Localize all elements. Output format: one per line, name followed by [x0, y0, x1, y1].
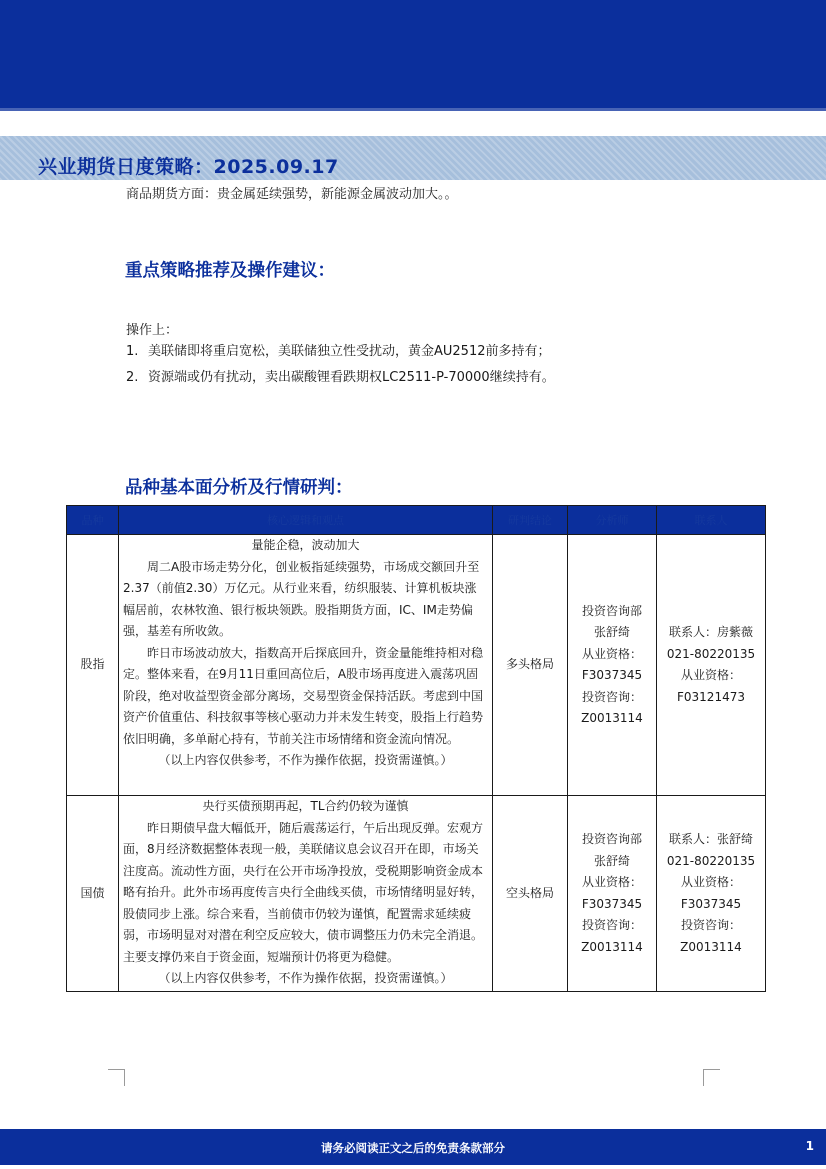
analyst-line: 张舒绮: [593, 625, 630, 639]
column-header-variety: 品种: [67, 506, 119, 535]
operation-number: 2.: [126, 370, 139, 385]
analysis-table-container: [66, 505, 765, 992]
footer-disclaimer: 请务必阅读正文之后的免责条款部分: [321, 1141, 505, 1155]
column-header-analyst: 分析师: [568, 506, 657, 535]
column-header-conclusion: 研判结论: [493, 506, 568, 535]
contact-line: 从业资格：: [680, 668, 741, 682]
table-header-row: [67, 506, 766, 535]
page-number: 1: [805, 1139, 814, 1153]
conclusion-cell: 多头格局: [493, 535, 568, 796]
contact-line: 021-80220135: [666, 853, 756, 868]
analyst-line: 投资咨询：: [581, 918, 642, 932]
contact-cell: [657, 535, 766, 796]
contact-line: 021-80220135: [666, 646, 756, 661]
analyst-line: F3037345: [581, 896, 643, 911]
logic-subtitle: 央行买债预期再起，TL合约仍较为谨慎: [202, 799, 409, 813]
contact-cell: [657, 796, 766, 992]
analysis-heading: 品种基本面分析及行情研判：: [125, 478, 353, 498]
analyst-line: F3037345: [581, 668, 643, 682]
variety-cell: 国债: [67, 796, 119, 992]
conclusion-cell: 空头格局: [493, 796, 568, 992]
analyst-line: Z0013114: [581, 711, 643, 725]
analyst-line: 张舒绮: [593, 853, 630, 868]
contact-line: Z0013114: [680, 939, 742, 954]
analyst-line: Z0013114: [581, 939, 643, 954]
table-row: [67, 535, 766, 796]
operation-number: 1.: [126, 344, 139, 359]
logic-subtitle: 量能企稳，波动加大: [251, 538, 360, 552]
operation-text: 美联储即将重启宽松，美联储独立性受扰动，黄金AU2512前多持有；: [148, 344, 551, 359]
analyst-cell: [568, 535, 657, 796]
contact-line: 联系人：房紫薇: [668, 625, 753, 639]
logic-disclaimer: （以上内容仅供参考，不作为操作依据，投资需谨慎。）: [158, 971, 453, 985]
column-header-logic: 核心逻辑和观点: [119, 506, 493, 535]
logic-cell: [119, 535, 493, 796]
column-header-contact: 联系人: [657, 506, 766, 535]
contact-line: 从业资格：: [680, 875, 741, 889]
analyst-line: 投资咨询部: [581, 603, 642, 618]
summary-text: 商品期货方面：贵金属延续强势，新能源金属波动加大。。: [126, 187, 458, 202]
analyst-line: 从业资格：: [581, 646, 642, 661]
header-rule: [0, 108, 826, 111]
strategy-heading: 重点策略推荐及操作建议：: [125, 261, 335, 281]
contact-line: F03121473: [677, 689, 745, 704]
variety-cell: 股指: [67, 535, 119, 796]
operation-item: [126, 369, 555, 395]
report-title: 兴业期货日度策略：2025.09.17: [38, 156, 339, 178]
logic-disclaimer: （以上内容仅供参考，不作为操作依据，投资需谨慎。）: [158, 753, 453, 767]
operation-text: 资源端或仍有扰动，卖出碳酸锂看跌期权LC2511-P-70000继续持有。: [148, 370, 555, 385]
operations-intro: 操作上：: [126, 323, 179, 338]
analyst-line: 投资咨询部: [581, 832, 642, 846]
operations-list: [126, 343, 555, 395]
logic-paragraph: 周二A股市场走势分化，创业板指延续强势，市场成交额回升至2.37（前值2.30）万亿元。从行业来看，纺织服装、计算机板块涨幅居前，农林牧渔、银行板块领跌。股指期货方面，IC、IM走势偏强，基差有所收敛。: [123, 559, 480, 638]
table-row: [67, 796, 766, 992]
contact-line: 投资咨询：: [680, 918, 741, 932]
contact-line: 联系人：张舒绮: [668, 832, 753, 846]
logic-paragraph: 昨日市场波动放大，指数高开后探底回升，资金量能维持相对稳定。整体来看，在9月11日重回高位后，A股市场再度进入震荡巩固阶段，绝对收益型资金部分离场，交易型资金保持活跃。考虑到中国资产价值重估、科技叙事等核心驱动力并未发生转变，股指上行趋势依旧明确，多单耐心持有，节前关注市场情绪和资金流向情况。: [123, 645, 484, 746]
analysis-table: [66, 505, 766, 992]
header-band: [0, 0, 826, 108]
logic-paragraph: 昨日期债早盘大幅低开，随后震荡运行，午后出现反弹。宏观方面，8月经济数据整体表现一般，美联储议息会议召开在即，市场关注度高。流动性方面，央行在公开市场净投放，受税期影响资金成本略有抬升。此外市场再度传言央行全曲线买债，市场情绪明显好转，股债同步上涨。综合来看，当前债市仍较为谨慎，配置需求延续疲弱，市场明显对对潜在利空反应较大，债市调整压力仍未完全消退。主要支撑仍来自于资金面，短端预计仍将更为稳健。: [123, 820, 484, 964]
crop-mark-right: [703, 1069, 720, 1086]
analyst-line: 从业资格：: [581, 875, 642, 889]
analyst-cell: [568, 796, 657, 992]
contact-line: F3037345: [680, 896, 742, 911]
analyst-line: 投资咨询：: [581, 689, 642, 704]
logic-cell: [119, 796, 493, 992]
crop-mark-left: [108, 1069, 125, 1086]
operation-item: [126, 343, 555, 369]
